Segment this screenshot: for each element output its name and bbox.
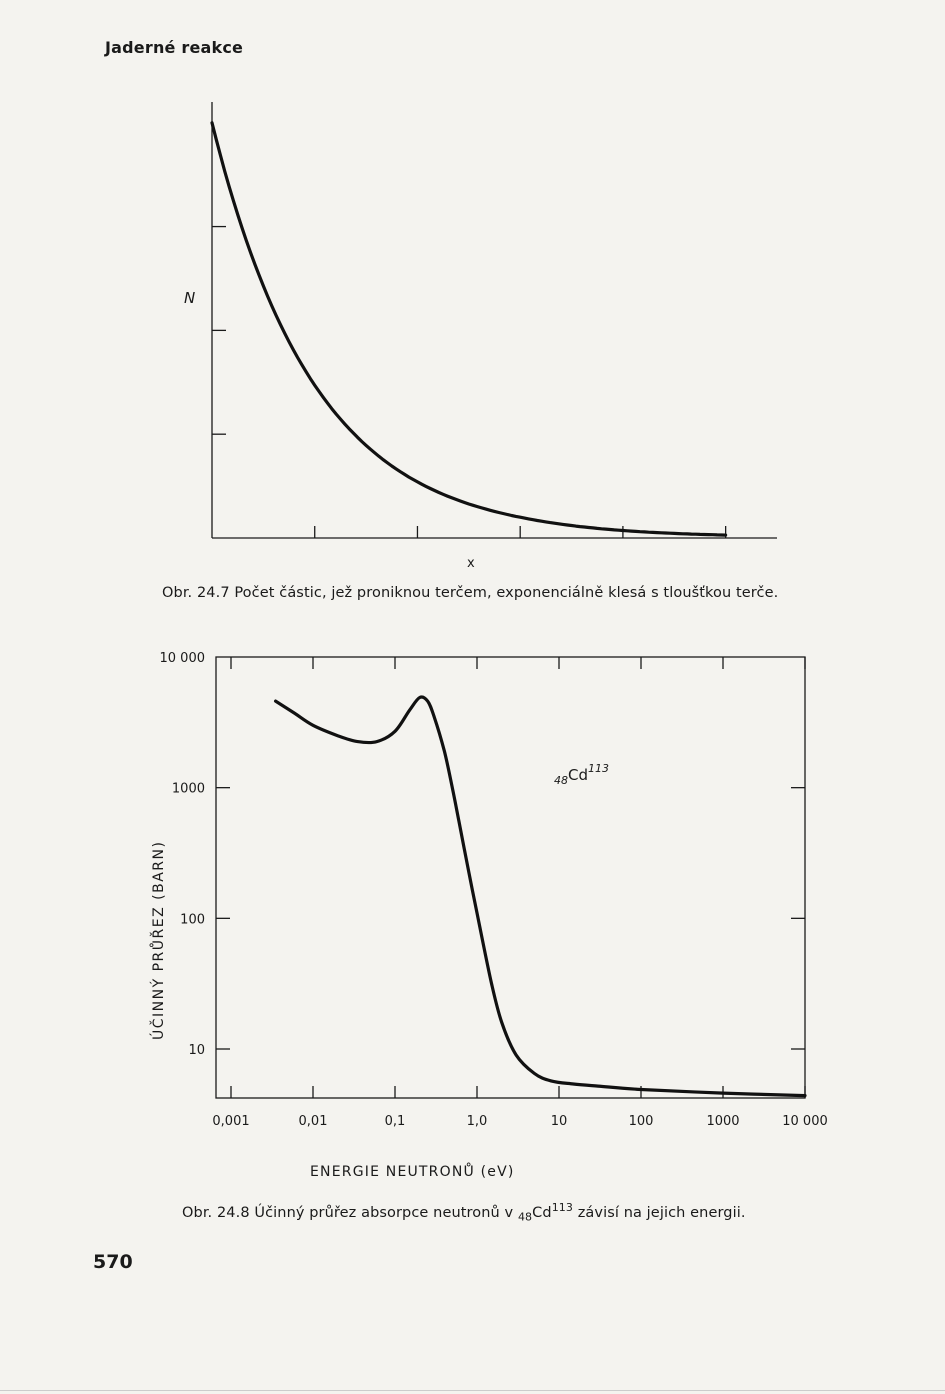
fig2-x-tick-label: 1,0 [466, 1114, 488, 1129]
annotation-mass-number: 48 [554, 774, 568, 787]
fig2-x-tick-label: 0,1 [384, 1114, 406, 1129]
fig2-x-tick-label: 100 [628, 1114, 654, 1129]
caption2-isotope: 113 [551, 1201, 573, 1214]
fig1-y-axis-label: N [184, 289, 196, 307]
fig2-annotation [554, 762, 609, 787]
fig2-frame [216, 657, 805, 1098]
figure1-caption: Obr. 24.7 Počet částic, jež proniknou terčem, exponenciálně klesá s tloušťkou terče. [162, 585, 779, 601]
fig2-x-tick-label: 0,01 [298, 1114, 328, 1129]
caption2-element: Cd [532, 1204, 552, 1221]
fig2-x-tick-label: 1000 [706, 1114, 740, 1129]
figure2-caption [182, 1201, 746, 1224]
fig2-x-tick-label: 10 000 [782, 1114, 828, 1129]
annotation-element: Cd [568, 766, 588, 784]
fig2-y-tick-label: 100 [180, 912, 205, 928]
caption2-text-start: Obr. 24.8 Účinný průřez absorpce neutronů v [182, 1204, 518, 1221]
fig2-x-tick-label: 10 [550, 1114, 568, 1129]
fig2-y-tick-label: 10 [188, 1043, 205, 1058]
fig2-y-axis-label: ÚČINNÝ PRŮŘEZ (BARN) [151, 840, 167, 1040]
fig2-cross-section-curve [276, 697, 805, 1096]
page-number: 570 [93, 1251, 133, 1273]
caption2-mass-number: 48 [517, 1210, 533, 1224]
fig2-y-tick-label: 10 000 [159, 651, 205, 666]
fig2-tick-labels [160, 651, 828, 1129]
running-header: Jaderné reakce [105, 38, 244, 57]
fig2-ticks [216, 657, 805, 1098]
fig2-x-axis-label: ENERGIE NEUTRONŮ (eV) [310, 1164, 515, 1180]
annotation-isotope: 113 [588, 762, 609, 775]
fig2-x-tick-label: 0,001 [212, 1114, 250, 1129]
fig2-y-tick-label: 1000 [171, 781, 205, 797]
caption2-text-end: závisí na jejich energii. [572, 1204, 746, 1221]
fig1-x-axis-label: x [467, 556, 475, 571]
scan-edge-line [0, 1390, 945, 1391]
